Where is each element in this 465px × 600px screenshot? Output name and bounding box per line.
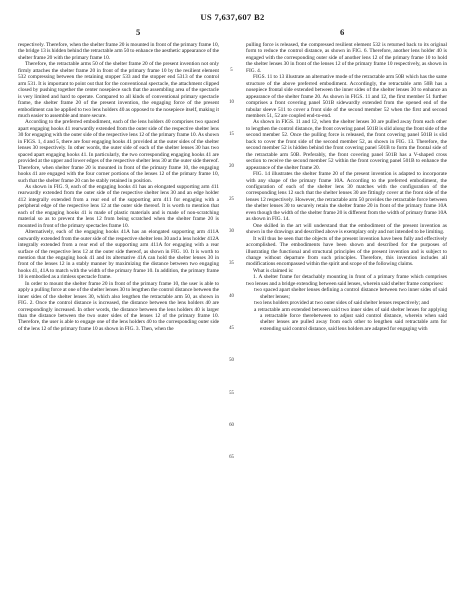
paragraph: FIG. 14 illustrates the shelter frame 20 of the present invention is adapted to incorporate with any shape of the primary frame 10A. According to the preferred embodiment, the configuration of each of the shelter lens 30 matches with the configuration of the corresponding lens 12 such that the shelter lenses 30 are fittingly cover at the front side of the lenses 12 respectively. However, the retractable arm 50 provides the retractable force between the shelter lenses 30 to securely retain the shelter frame 20 in front of the primary frame 10A even though the width of the shelter frame 20 is different from the width of primary frame 10A as shown in FIG. 14. <box>246 171 447 223</box>
left-column <box>18 42 219 332</box>
line-number: 15 <box>229 132 234 138</box>
claim-element: two spaced apart shelter lenses defining a control distance between two inner sides of said shelter lenses; <box>254 287 447 300</box>
right-column <box>246 42 447 332</box>
line-number-gutter <box>219 42 244 461</box>
line-number: 60 <box>229 422 234 428</box>
line-number: 50 <box>229 358 234 364</box>
paragraph: Alternatively, each of the engaging hooks 41A has an elongated supporting arm 411A outwardly extended from the outer side of the respective shelter lens 30 and a lens holder 412A integrally extended from a rear end of the supporting arm 411A for engaging with a rear surface of the respective lens 12 at the outer side thereof, as shown in FIG. 10. It is worth to mention that the engaging hook 41 and its alternative 41A can hold the shelter lenses 30 in front of the lenses 12 in a stably manner by maximizing the distance between two engaging hooks 41, 41A to match with the width of the primary frame 10. In addition, the primary frame 10 is embodied as a rimless spectacle frame. <box>18 229 219 281</box>
line-number: 55 <box>229 390 234 396</box>
line-number: 10 <box>229 99 234 105</box>
claim-element: a retractable arm extended between said two inner sides of said shelter lenses for applying a retractable force therebetween to adjust said control distance, wherein when said shelter lenses are pulled away from each other to lengthen said retractable arm for extending said control distance, said lens holders are adapted for engaging with <box>254 306 447 332</box>
paragraph: 1. A shelter frame for detachably mounting in front of a primary frame which comprises two lenses and a bridge extending between said lenses, wherein said shelter frame comprises: <box>246 274 447 287</box>
line-number: 35 <box>229 261 234 267</box>
paragraph: Therefore, the retractable arms 50 of the shelter frame 20 of the present invention not only firmly attaches the shelter frame 20 in front of the primary frame 10 by the resilient element 532 compressing between the retaining stopper 533 and the stopper end 5313 of the control arm 531. It is important to point out that for the conventional spectacle, the attachment clipped closed by pushing together the center nosepiece such that the assembling area of the spectacle is very limited and hard to operate. Compared to all kinds of conventional primary spectacle frame, the shelter frame 20 of the present invention, the engaging force of the present embodiment can be applied to two lens holders 40 as opposed to the nosepiece itself, making it much easier to assemble and more secure. <box>18 61 219 119</box>
patent-number: US 7,637,607 B2 <box>200 12 265 22</box>
text-columns <box>18 42 447 461</box>
paragraph: According to the preferred embodiment, each of the lens holders 40 comprises two spaced apart engaging hooks 41 rearwardly extended from the outer side of the respective shelter lens 30 for engaging with the outer side of the respective lens 12 of the primary frame 10. As shown in FIGS. 1, 4 and 5, there are four engaging hooks 41 provided at the outer sides of the shelter lenses 30 respectively. In other words, the outer side of each of the shelter lenses 30 has two spaced apart engaging hooks 41. In particularly, the two corresponding engaging hooks 41 are provided at the upper and lower edges of the respective shelter lens 30 at the outer side thereof. Therefore, when shelter frame 20 is mounted in front of the primary frame 10, the engaging hooks 41 are engaged with the four corner portions of the lenses 12 of the primary frame 10, such that the shelter frame 20 can be stably retained in position. <box>18 119 219 184</box>
line-number: 5 <box>230 67 233 73</box>
paragraph: FIGS. 11 to 13 illustrate an alternative mode of the retractable arm 50B which has the same structure of the above preferred embodiment. Accordingly, the retractable arm 50B has a nosepiece frontal side extended between the inner sides of the shelter lenses 30 to enhance an appearance of the shelter frame 20. As shown in FIGS. 11 and 12, the first member 51 further comprises a front covering panel 501B sidewardly extended from the opened end of the tubular sleeve 511 to cover a front side of the second member 52 when the first and second members 51, 52 are coupled end-to-end. <box>246 74 447 119</box>
paragraph: One skilled in the art will understand that the embodiment of the present invention as shown in the drawings and described above is exemplary only and not intended to be limiting. <box>246 222 447 236</box>
paragraph: It will thus be seen that the objects of the present invention have been fully and effectively accomplished. The embodiments have been shown and described for the purposes of illustrating the functional and structural principles of the present invention and is subject to change without departure from such principles. Therefore, this invention includes all modifications encompassed within the spirit and scope of the following claims. <box>246 235 447 268</box>
claim-element: two lens holders provided at two outer sides of said shelter lenses respectively; and <box>254 300 430 307</box>
left-page-number: 5 <box>136 27 141 37</box>
paragraph: In order to mount the shelter frame 20 in front of the primary frame 10, the user is able to apply a pulling force at one of the shelter lenses 30 to lengthen the control distance between the inner sides of the shelter lenses 30, which also lengthen the retractable arm 50, as shown in FIG. 2. Once the control distance is increased, the distance between the lens holders 40 are correspondingly increased. In other words, the distance between the lens holders 40 is larger than the distance between the two outer sides of the lenses 12 of the primary frame 10. Therefore, the user is able to engage one of the lens holders 40 to the corresponding outer side of the lens 12 of the primary frame 10 as shown in FIG. 3. Then, when the <box>18 280 219 332</box>
line-number: 40 <box>229 293 234 299</box>
paragraph: What is claimed is: <box>253 267 294 274</box>
right-page-number: 6 <box>340 27 345 37</box>
line-number: 20 <box>229 164 234 170</box>
page-numbers <box>18 27 447 40</box>
line-number: 30 <box>229 229 234 234</box>
paragraph: As shown in FIGS. 11 and 12, when the shelter lenses 30 are pulled away from each other to lengthen the control distance, the front covering panel 501B is slid along the front side of the second member 52. Once the pulling force is released, the front covering panel 501B is slid back to cover the front side of the second member 52, as shown in FIG. 13. Therefore, the second member 52 is hidden behind the front covering panel 501B to form the frontal side of the retractable arm 50B. Preferably, the front covering panel 501B has a V-shaped cross section to receive the second member 52 within the front covering panel 501B to enhance the appearance of the shelter frame 20. <box>246 119 447 171</box>
line-number: 25 <box>229 196 234 202</box>
paragraph: As shown in FIG. 9, each of the engaging hooks 41 has an elongated supporting arm 411 rearwardly extended from the outer side of the respective shelter lens 30 and an edge holder 412 integrally extended from a rear end of the supporting arm 411 for engaging with a peripheral edge of the respective lens 12 at the outer side thereof. It is worth to mention that each of the engaging hooks 41 is made of plastic materials and is made of non-scratching material so as to prevent the lens 12 from being scratched when the shelter frame 20 is mounted in front of the primary spectacles frame 10. <box>18 183 219 229</box>
line-number: 65 <box>229 455 234 461</box>
paragraph: pulling force is released, the compressed resilient element 532 is returned back to its original form to reduce the control distance, as shown in FIG. 6. Therefore, another lens holder 40 is engaged with the corresponding outer side of another lens 12 of the primary frame 10 to hold the shelter lenses 30 in front of the lenses 12 of the primary frame 10 respectively, as shown in FIG. 4. <box>246 42 447 74</box>
paragraph: respectively. Therefore, when the shelter frame 20 is mounted in front of the primary frame 10, the bridge 13 is hidden behind the retractable arm 50 to enhance the aesthetic appearance of the shelter frame 20 with the primary frame 10. <box>18 42 219 61</box>
line-number: 45 <box>229 325 234 331</box>
